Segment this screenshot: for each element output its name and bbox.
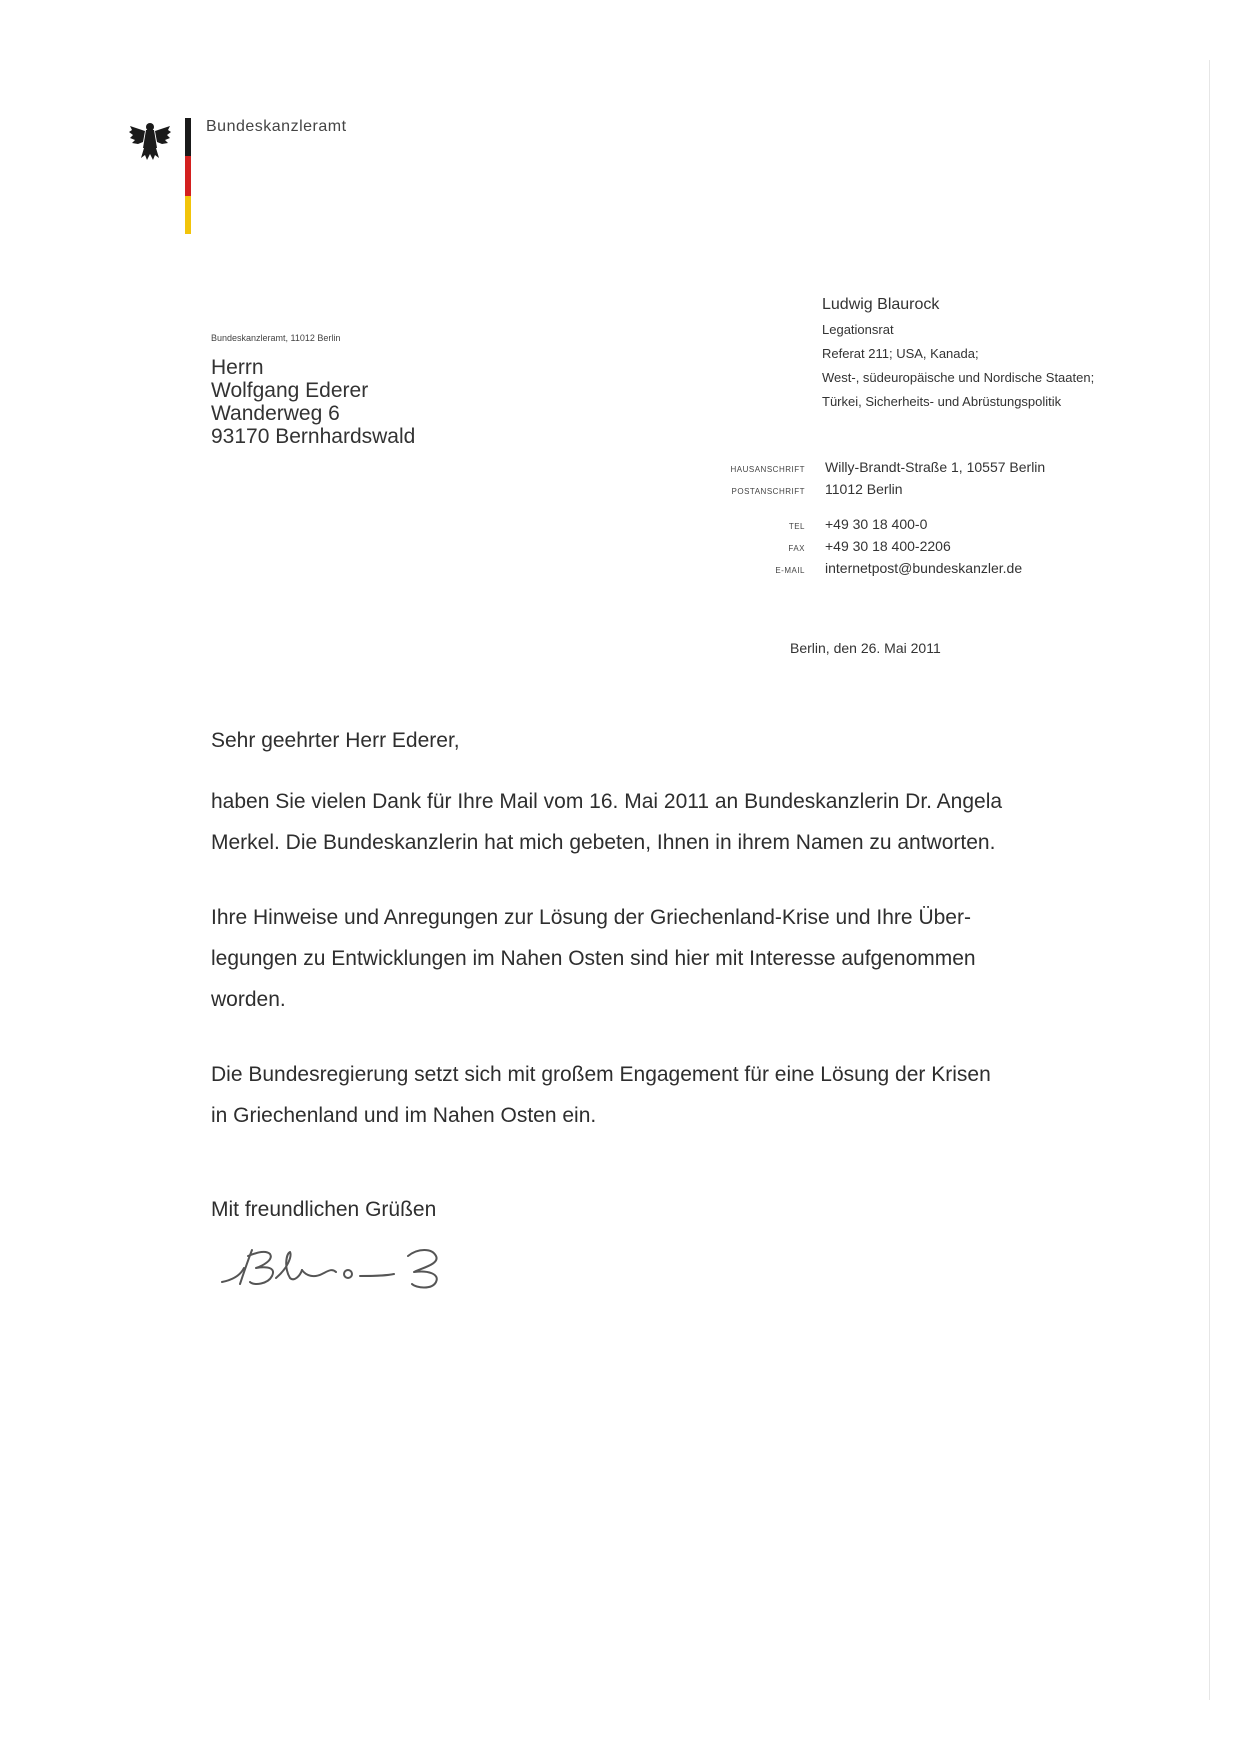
- recipient-salutation: Herrn: [211, 356, 264, 379]
- paragraph-line: haben Sie vielen Dank für Ihre Mail vom 16. Mai 2011 an Bundeskanzlerin Dr. Angela: [211, 790, 1003, 813]
- sender-dept-line: Türkei, Sicherheits- und Abrüstungspolitik: [822, 394, 1062, 409]
- contact-row-tel: [680, 516, 1160, 538]
- email-label: E-MAIL: [775, 566, 805, 575]
- page-edge: [1209, 60, 1210, 1700]
- tel-value: +49 30 18 400-0: [825, 516, 928, 532]
- fax-value: +49 30 18 400-2206: [825, 538, 951, 554]
- paragraph-line: Ihre Hinweise und Anregungen zur Lösung der Griechenland-Krise und Ihre Über-: [211, 906, 971, 929]
- house-address-label: HAUSANSCHRIFT: [730, 465, 805, 474]
- paragraph-line: worden.: [211, 988, 286, 1011]
- paragraph-2: [211, 897, 1111, 1020]
- paragraph-line: Merkel. Die Bundeskanzlerin hat mich gebeten, Ihnen in ihrem Namen zu antworten.: [211, 831, 996, 854]
- federal-eagle-icon: [127, 118, 173, 164]
- agency-name: Bundeskanzleramt: [206, 118, 347, 135]
- contact-row-fax: [680, 538, 1160, 560]
- contact-row-house: [680, 459, 1160, 481]
- paragraph-line: Die Bundesregierung setzt sich mit großem Engagement für eine Lösung der Krisen: [211, 1063, 991, 1086]
- sender-dept-line: Referat 211; USA, Kanada;: [822, 346, 979, 361]
- contact-block: [680, 459, 1160, 582]
- postal-address-label: POSTANSCHRIFT: [731, 487, 805, 496]
- paragraph-line: in Griechenland und im Nahen Osten ein.: [211, 1104, 597, 1127]
- paragraph-1: [211, 781, 1111, 863]
- sender-title: Legationsrat: [822, 322, 894, 337]
- paragraph-line: legungen zu Entwicklungen im Nahen Osten sind hier mit Interesse aufgenommen: [211, 947, 976, 970]
- fax-label: FAX: [788, 544, 805, 553]
- letter-date: Berlin, den 26. Mai 2011: [790, 640, 941, 656]
- recipient-street: Wanderweg 6: [211, 402, 340, 425]
- contact-row-email: [680, 560, 1160, 582]
- tel-label: TEL: [788, 522, 805, 531]
- house-address-value: Willy-Brandt-Straße 1, 10557 Berlin: [825, 459, 1046, 475]
- email-value[interactable]: internetpost@bundeskanzler.de: [825, 560, 1023, 576]
- recipient-city: 93170 Bernhardswald: [211, 425, 416, 448]
- sender-block: [822, 296, 1094, 414]
- postal-address-value: 11012 Berlin: [825, 481, 903, 497]
- sender-dept-line: West-, südeuropäische und Nordische Staaten;: [822, 370, 1095, 385]
- sender-name: Ludwig Blaurock: [822, 296, 940, 313]
- closing: Mit freundlichen Grüßen: [211, 1198, 437, 1221]
- greeting: Sehr geehrter Herr Ederer,: [211, 729, 460, 752]
- contact-row-post: [680, 481, 1160, 503]
- recipient-name: Wolfgang Ederer: [211, 379, 369, 402]
- recipient-address: [211, 356, 415, 448]
- letter-body: [211, 720, 1111, 1170]
- paragraph-3: [211, 1054, 1111, 1136]
- handwritten-signature: [218, 1238, 478, 1298]
- return-address: Bundeskanzleramt, 11012 Berlin: [211, 333, 341, 343]
- german-flag-bar: [185, 118, 191, 234]
